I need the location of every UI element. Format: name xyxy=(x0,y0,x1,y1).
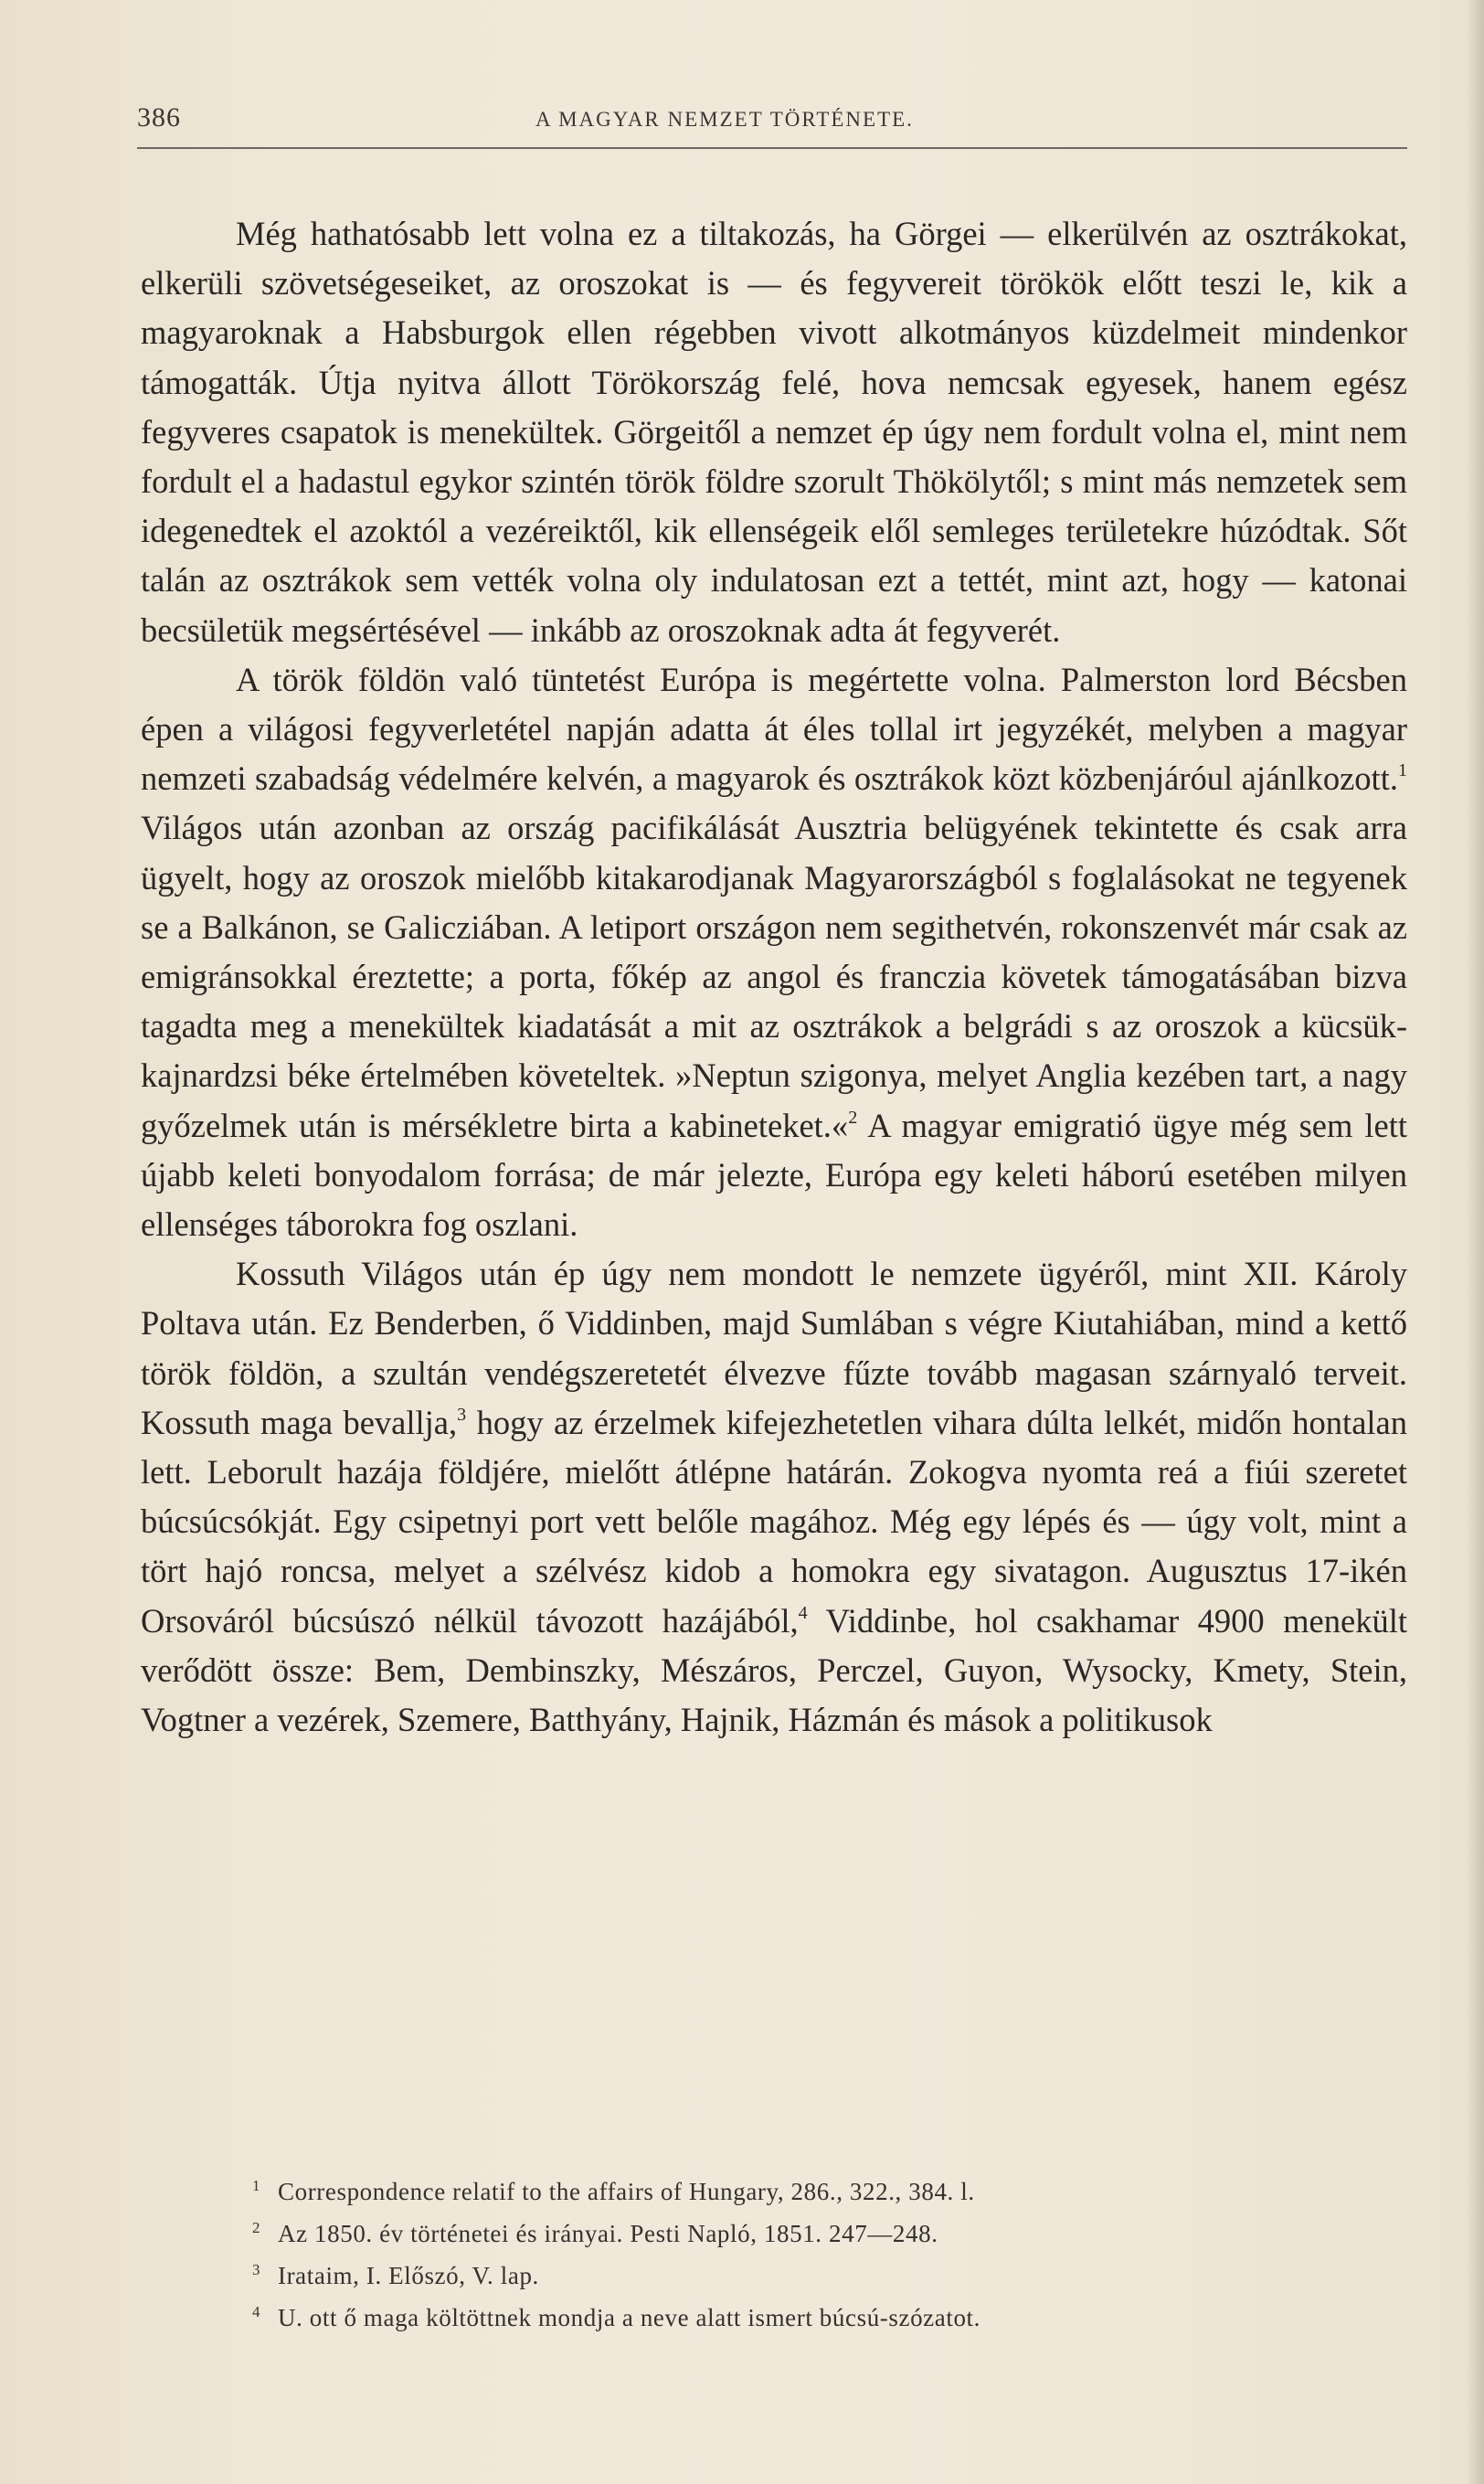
paragraph-text: Világos után azonban az ország pacifikálását Ausztria belügyének tekintette és csak arra ügyelt, hogy az oroszok mielőbb kitakarodjanak Magyarországból s foglalásokat ne tegyenek se a Balkánon, se Galicziában. A letiport országon nem segithetvén, rokonszenvét már csak az emigránsokkal éreztette; a porta, főkép az angol és franczia követek támogatásában bizva tagadta meg a menekültek kiadatását a mit az osztrákok a belgrádi s az oroszok a kücsük-kajnardzsi béke értelmében követeltek. »Neptun szigonya, melyet Anglia kezében tart, a nagy győzelmek után is mérsékletre birta a kabineteket.« xyxy=(141,809,1407,1144)
paragraph xyxy=(141,209,1407,655)
main-text xyxy=(141,209,1407,1745)
footnote-text: Irataim, I. Előszó, V. lap. xyxy=(278,2262,539,2289)
paragraph-text: hogy az érzelmek kifejezhetetlen vihara dúlta lelkét, midőn hontalan lett. Leborult hazája földjére, mielőtt átlépne határán. Zokogva nyomta reá a fiúi szeretet búcsúcsókját. Egy csipetnyi port vett belőle magához. Még egy lépés és — úgy volt, mint a tört hajó roncsa, melyet a szélvész kidob a homokra egy sivatagon. Augusztus 17-ikén Orsováról búcsúszó nélkül távozott hazájából, xyxy=(141,1403,1407,1640)
paragraph-text: Viddinbe, hol csakhamar 4900 menekült verődött össze: Bem, Dembinszky, Mészáros, Perczel, Guyon, Wysocky, Kmety, Stein, Vogtner a vezérek, Szemere, Batthyány, Hajnik, Házmán és mások a politikusok xyxy=(141,1601,1407,1739)
page-number: 386 xyxy=(137,102,181,133)
footnote-text: U. ott ő maga költöttnek mondja a neve alatt ismert búcsú-szózatot. xyxy=(278,2304,981,2331)
header-rule xyxy=(137,147,1407,149)
footnote-text: Az 1850. év történetei és irányai. Pesti Napló, 1851. 247—248. xyxy=(278,2220,938,2247)
paragraph-text: A török földön való tüntetést Európa is megértette volna. Palmerston lord Bécsben épen a világosi fegyverletétel napján adatta át éles tollal irt jegyzékét, melyben a magyar nemzeti szabadság védelmére kelvén, a magyarok és osztrákok közt közbenjáróul ajánlkozott. xyxy=(141,660,1407,798)
footnotes xyxy=(141,2171,1274,2339)
footnote xyxy=(141,2297,1274,2339)
footnote-mark: 4 xyxy=(252,2303,261,2320)
footnote-ref: 2 xyxy=(848,1107,858,1128)
paragraph-text: A magyar emigratió ügye még sem lett újabb keleti bonyodalom forrása; de már jelezte, Európa egy keleti háború esetében milyen ellenséges táborokra fog oszlani. xyxy=(141,1106,1408,1244)
paragraph xyxy=(141,655,1407,1249)
footnote xyxy=(141,2171,1274,2213)
paragraph xyxy=(141,1249,1407,1745)
footnote-mark: 1 xyxy=(252,2177,261,2194)
paragraph-text: Még hathatósabb lett volna ez a tiltakozás, ha Görgei — elkerülvén az osztrákokat, elkerüli szövetségeseiket, az oroszokat is — és fegyvereit törökök előtt teszi le, kik a magyaroknak a Habsburgok ellen régebben vivott alkotmányos küzdelmeit mindenkor támogatták. Útja nyitva állott Törökország felé, hova nemcsak egyesek, hanem egész fegyveres csapatok is menekültek. Görgeitől a nemzet ép úgy nem fordult volna el, mint nem fordult el a hadastul egykor szintén török földre szorult Thökölytől; s mint más nemzetek sem idegenedtek el azoktól a vezéreiktől, kik ellenségeik elől semleges területekre húzódtak. Sőt talán az osztrákok sem vették volna oly indulatosan ezt a tettét, mint azt, hogy — katonai becsületük megsértésével — inkább az oroszoknak adta át fegyverét. xyxy=(141,215,1407,649)
footnote-mark: 3 xyxy=(252,2261,261,2278)
page-header xyxy=(137,102,1407,139)
footnote-ref: 1 xyxy=(1397,760,1407,781)
footnote xyxy=(141,2213,1274,2255)
footnote-ref: 4 xyxy=(798,1602,808,1623)
running-title: A MAGYAR NEMZET TÖRTÉNETE. xyxy=(535,108,914,131)
paragraph-text: Kossuth Világos után ép úgy nem mondott le nemzete ügyéről, mint XII. Károly Poltava után. Ez Benderben, ő Viddinben, majd Sumlában s végre Kiutahiában, mind a kettő török földön, a szultán vendégszeretetét élvezve fűzte tovább magasan szárnyaló terveit. Kossuth maga bevallja, xyxy=(141,1255,1407,1441)
footnote-ref: 3 xyxy=(457,1404,467,1425)
footnote-mark: 2 xyxy=(252,2219,261,2236)
footnote xyxy=(141,2255,1274,2297)
page-edge-shadow xyxy=(1466,0,1484,2484)
footnote-text: Correspondence relatif to the affairs of Hungary, 286., 322., 384. l. xyxy=(278,2178,975,2205)
